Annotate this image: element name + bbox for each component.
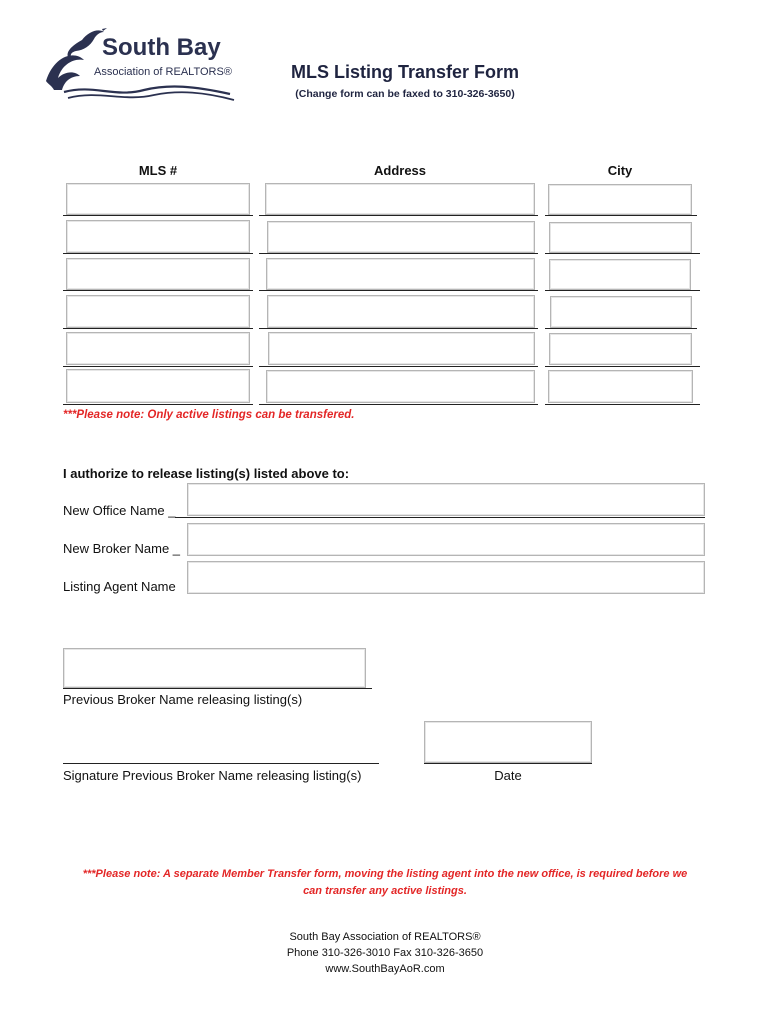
- address-input-3[interactable]: [266, 258, 535, 290]
- previous-broker-input[interactable]: [63, 648, 366, 688]
- new-broker-label: New Broker Name _: [63, 541, 181, 556]
- logo: [44, 26, 239, 102]
- date-label: Date: [494, 768, 522, 783]
- row-underline: [259, 328, 538, 329]
- row-underline: [259, 366, 538, 367]
- authorize-heading: I authorize to release listing(s) listed above to:: [63, 466, 350, 481]
- new-office-label: New Office Name _: [63, 503, 176, 518]
- previous-broker-underline: [63, 688, 372, 689]
- city-input-1[interactable]: [548, 184, 692, 215]
- row-underline: [63, 290, 253, 291]
- listing-agent-input[interactable]: [187, 561, 705, 594]
- row-underline: [545, 366, 700, 367]
- new-office-input[interactable]: [187, 483, 705, 516]
- footer-phone-fax: Phone 310-326-3010 Fax 310-326-3650: [286, 947, 484, 959]
- page-title: MLS Listing Transfer Form: [290, 62, 520, 82]
- mls-input-3[interactable]: [66, 258, 250, 290]
- previous-broker-label: Previous Broker Name releasing listing(s): [63, 692, 303, 707]
- address-input-2[interactable]: [267, 221, 535, 253]
- address-input-1[interactable]: [265, 183, 535, 215]
- footer-website[interactable]: www.SouthBayAoR.com: [325, 963, 445, 975]
- row-underline: [63, 253, 253, 254]
- row-underline: [259, 215, 538, 216]
- address-input-5[interactable]: [268, 332, 535, 365]
- row-underline: [63, 366, 253, 367]
- row-underline: [545, 215, 697, 216]
- city-input-2[interactable]: [549, 222, 692, 253]
- signature-label: Signature Previous Broker Name releasing listing(s): [63, 768, 362, 783]
- row-underline: [259, 253, 538, 254]
- logo-name: South Bay: [102, 34, 221, 61]
- row-underline: [63, 328, 253, 329]
- new-office-underline: [175, 517, 705, 518]
- date-input[interactable]: [424, 721, 592, 763]
- city-input-6[interactable]: [548, 370, 693, 403]
- mls-input-2[interactable]: [66, 220, 250, 253]
- row-underline: [545, 328, 697, 329]
- column-header-city: City: [607, 163, 633, 178]
- page-subtitle: (Change form can be faxed to 310-326-3650): [295, 88, 515, 100]
- active-listings-note: ***Please note: Only active listings can be transfered.: [63, 409, 355, 421]
- city-input-4[interactable]: [550, 296, 692, 328]
- city-input-3[interactable]: [549, 259, 691, 290]
- row-underline: [545, 290, 700, 291]
- row-underline: [63, 404, 253, 405]
- member-transfer-note-line1: ***Please note: A separate Member Transfer form, moving the listing agent into the new office, is required before we: [82, 868, 688, 880]
- mls-input-6[interactable]: [66, 369, 250, 403]
- mls-input-1[interactable]: [66, 183, 250, 215]
- address-input-6[interactable]: [266, 370, 535, 403]
- row-underline: [545, 253, 700, 254]
- listing-agent-label: Listing Agent Name: [63, 579, 176, 594]
- row-underline: [259, 290, 538, 291]
- new-broker-input[interactable]: [187, 523, 705, 556]
- column-header-mls: MLS #: [138, 163, 178, 178]
- signature-line: [63, 763, 379, 764]
- date-underline: [424, 763, 592, 764]
- address-input-4[interactable]: [267, 295, 535, 328]
- row-underline: [259, 404, 538, 405]
- mls-input-4[interactable]: [66, 295, 250, 328]
- row-underline: [63, 215, 253, 216]
- mls-input-5[interactable]: [66, 332, 250, 365]
- row-underline: [545, 404, 700, 405]
- city-input-5[interactable]: [549, 333, 692, 365]
- footer-org: South Bay Association of REALTORS®: [289, 931, 481, 943]
- column-header-address: Address: [373, 163, 427, 178]
- logo-subtitle: Association of REALTORS®: [94, 66, 232, 78]
- member-transfer-note-line2: can transfer any active listings.: [303, 885, 467, 897]
